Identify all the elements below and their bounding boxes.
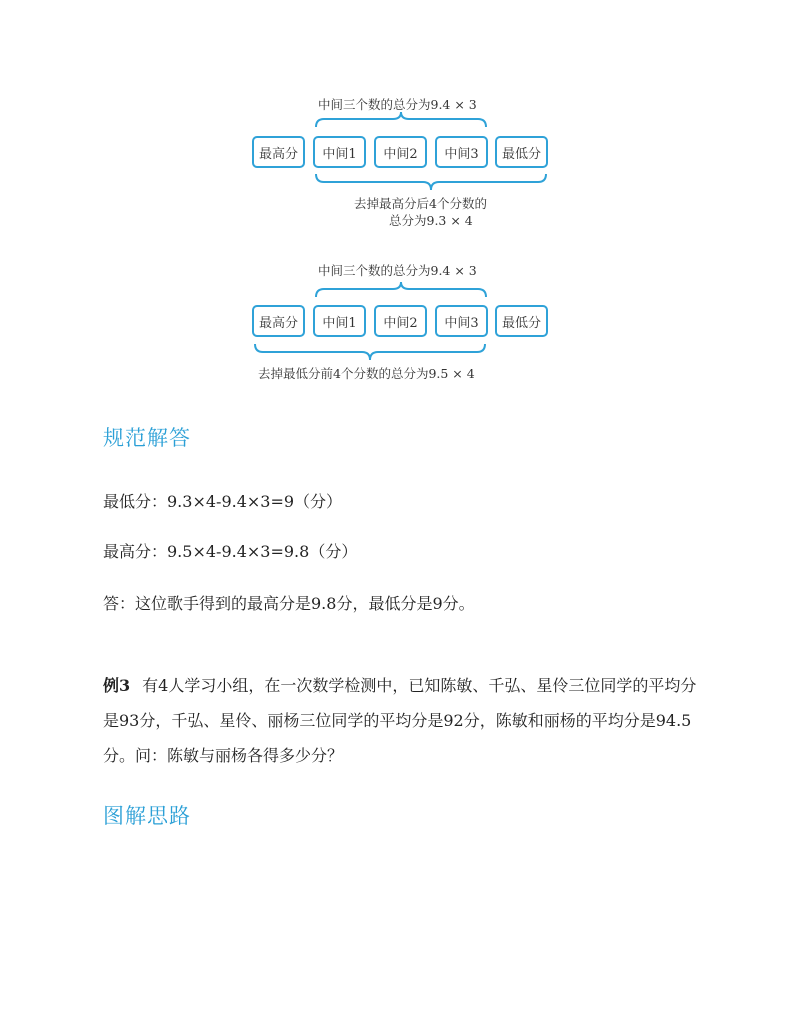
box-middle-3: 中间3 bbox=[435, 136, 488, 168]
solution-answer: 答：这位歌手得到的最高分是9.8分，最低分是9分。 bbox=[103, 594, 475, 613]
box-lowest: 最低分 bbox=[495, 136, 548, 168]
bottom-brace bbox=[255, 344, 485, 360]
box-lowest: 最低分 bbox=[495, 305, 548, 337]
box-highest: 最高分 bbox=[252, 305, 305, 337]
top-brace bbox=[316, 282, 486, 297]
box-middle-1: 中间1 bbox=[313, 136, 366, 168]
section-heading-diagram: 图解思路 bbox=[103, 804, 191, 828]
diagram-2-top-label: 中间三个数的总分为9.4 × 3 bbox=[318, 263, 477, 278]
box-middle-3: 中间3 bbox=[435, 305, 488, 337]
section-heading-solution: 规范解答 bbox=[103, 426, 191, 450]
diagram-2-bottom-label: 去掉最低分前4个分数的总分为9.5 × 4 bbox=[258, 366, 475, 381]
solution-line-highest: 最高分：9.5×4-9.4×3=9.8（分） bbox=[103, 542, 358, 561]
box-middle-2: 中间2 bbox=[374, 305, 427, 337]
box-middle-1: 中间1 bbox=[313, 305, 366, 337]
example-3-text: 有4人学习小组，在一次数学检测中，已知陈敏、千弘、星伶三位同学的平均分是93分，千弘、星伶、丽杨三位同学的平均分是92分，陈敏和丽杨的平均分是94.5分。问：陈敏与丽杨各得多少分？ bbox=[103, 676, 697, 765]
diagram-1-top-label: 中间三个数的总分为9.4 × 3 bbox=[318, 97, 477, 112]
box-middle-2: 中间2 bbox=[374, 136, 427, 168]
diagram-2-braces bbox=[0, 0, 800, 400]
box-highest: 最高分 bbox=[252, 136, 305, 168]
solution-line-lowest: 最低分：9.3×4-9.4×3=9（分） bbox=[103, 492, 343, 511]
diagram-1-bottom-label-2: 总分为9.3 × 4 bbox=[389, 213, 473, 228]
example-3-paragraph bbox=[103, 668, 703, 773]
example-3-label: 例3 bbox=[103, 676, 131, 695]
diagram-1-bottom-label-1: 去掉最高分后4个分数的 bbox=[354, 196, 487, 211]
